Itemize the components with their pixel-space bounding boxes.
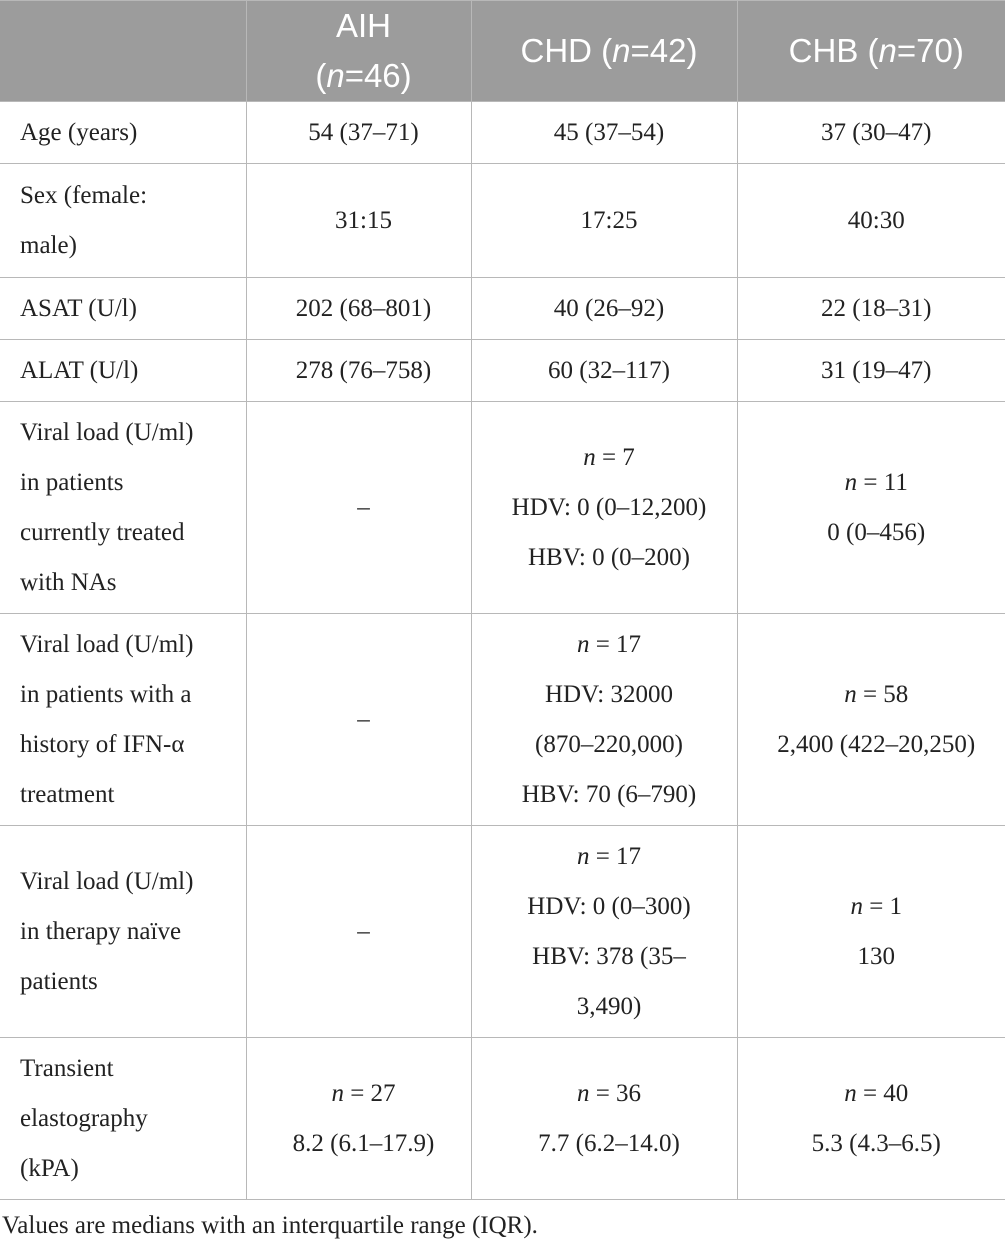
cell-text-line: Viral load (U/ml) [20,418,194,446]
row-label-cell [0,164,246,278]
cell-aih [246,1038,471,1200]
row-label-cell [0,278,246,340]
cell-text-line: n = 7 [583,443,635,471]
table-row [0,614,1005,826]
cell-text-line: 202 (68–801) [295,294,432,322]
cell-text-line: 45 (37–54) [553,118,665,146]
cell-chb [737,402,1005,614]
cell-text-line: HBV: 0 (0–200) [527,543,691,571]
cell-aih [246,164,471,278]
header-chb-n: (n=70) [867,32,964,69]
cell-text-line: 37 (30–47) [821,118,932,146]
cell-text-line: Age (years) [20,118,138,146]
header-aih-n: (n=46) [315,57,412,94]
cell-text-line: n = 17 [576,630,642,658]
cell-text-line: 54 (37–71) [308,118,419,146]
cell-text-line: 40 (26–92) [553,294,665,322]
table-row [0,402,1005,614]
cell-text-line: 60 (32–117) [548,356,670,384]
cell-text-line: (870–220,000) [535,730,683,758]
cell-text-line: Sex (female: [20,181,148,209]
cell-text-line: HDV: 0 (0–12,200) [511,493,707,521]
row-label-cell [0,826,246,1038]
cell-chb [737,278,1005,340]
cell-chb [737,614,1005,826]
cell-text-line: HDV: 0 (0–300) [527,892,691,920]
cell-text-line: male) [20,231,77,259]
cell-text-line: (kPA) [20,1154,79,1182]
cell-text-line: 2,400 (422–20,250) [777,730,976,758]
cell-text-line: 3,490) [576,992,642,1020]
cell-text-line: 31 (19–47) [821,356,932,384]
header-chd-label: CHD [520,32,592,69]
cell-chd [471,826,737,1038]
cell-chd [471,340,737,402]
cell-text-line: – [357,705,370,733]
cell-text-line: 0 (0–456) [827,518,926,546]
header-chb [737,1,1005,102]
table-row [0,340,1005,402]
cell-text-line: 8.2 (6.1–17.9) [292,1129,435,1157]
header-aih [246,1,471,102]
row-label-cell [0,102,246,164]
cell-chb [737,1038,1005,1200]
cell-text-line: patients [20,967,98,995]
table-header [0,1,1005,102]
header-chd-n: (n=42) [601,32,698,69]
cell-aih [246,826,471,1038]
cell-aih [246,402,471,614]
row-label-cell [0,402,246,614]
cell-text-line: n = 36 [576,1079,642,1107]
cell-chb [737,164,1005,278]
row-label-cell [0,1038,246,1200]
cell-text-line: n = 1 [850,892,903,920]
cell-text-line: Viral load (U/ml) [20,630,194,658]
header-aih-label: AIH [335,7,391,44]
table-footnote: Values are medians with an interquartile range (IQR). [2,1212,538,1239]
table-row [0,1038,1005,1200]
cell-chd [471,1038,737,1200]
cell-aih [246,614,471,826]
table-row [0,826,1005,1038]
cell-text-line: 40:30 [847,206,905,234]
cell-chd [471,278,737,340]
table-row [0,102,1005,164]
cell-text-line: treatment [20,780,115,808]
cell-text-line: elastography [20,1104,148,1132]
cell-text-line: Transient [20,1054,114,1082]
cell-text-line: currently treated [20,518,185,546]
cell-text-line: 5.3 (4.3–6.5) [811,1129,941,1157]
cell-text-line: n = 27 [331,1079,396,1107]
cell-chd [471,614,737,826]
cell-text-line: 278 (76–758) [295,356,432,384]
cell-text-line: n = 17 [576,842,642,870]
cell-aih [246,102,471,164]
cell-text-line: in therapy naïve [20,917,182,945]
cell-chd [471,402,737,614]
cell-text-line: n = 58 [844,680,909,708]
header-empty-cell [0,1,246,102]
cell-text-line: n = 40 [844,1079,909,1107]
cell-text-line: in patients with a [20,680,192,708]
cell-aih [246,278,471,340]
cell-text-line: HBV: 70 (6–790) [521,780,697,808]
cell-chd [471,164,737,278]
cell-aih [246,340,471,402]
table-body [0,102,1005,1200]
cell-text-line: 31:15 [335,206,392,234]
cell-chb [737,340,1005,402]
cell-text-line: in patients [20,468,124,496]
cell-text-line: HDV: 32000 [544,680,673,708]
cell-text-line: 22 (18–31) [821,294,932,322]
cell-text-line: n = 11 [844,468,908,496]
cell-text-line: 130 [857,942,895,970]
row-label-cell [0,614,246,826]
cell-text-line: with NAs [20,568,117,596]
cell-text-line: 17:25 [580,206,638,234]
cell-text-line: ASAT (U/l) [20,294,137,322]
cell-text-line: ALAT (U/l) [20,356,139,384]
cell-text-line: – [357,917,370,945]
table-row [0,164,1005,278]
header-chd [471,1,737,102]
cell-chd [471,102,737,164]
cell-text-line: HBV: 378 (35– [532,942,686,970]
cell-text-line: Viral load (U/ml) [20,867,194,895]
cell-text-line: 7.7 (6.2–14.0) [538,1129,680,1157]
cell-text-line: – [357,493,370,521]
cell-chb [737,102,1005,164]
table-row [0,278,1005,340]
row-label-cell [0,340,246,402]
header-chb-label: CHB [788,32,859,69]
cell-text-line: history of IFN-α [20,730,185,758]
cell-chb [737,826,1005,1038]
